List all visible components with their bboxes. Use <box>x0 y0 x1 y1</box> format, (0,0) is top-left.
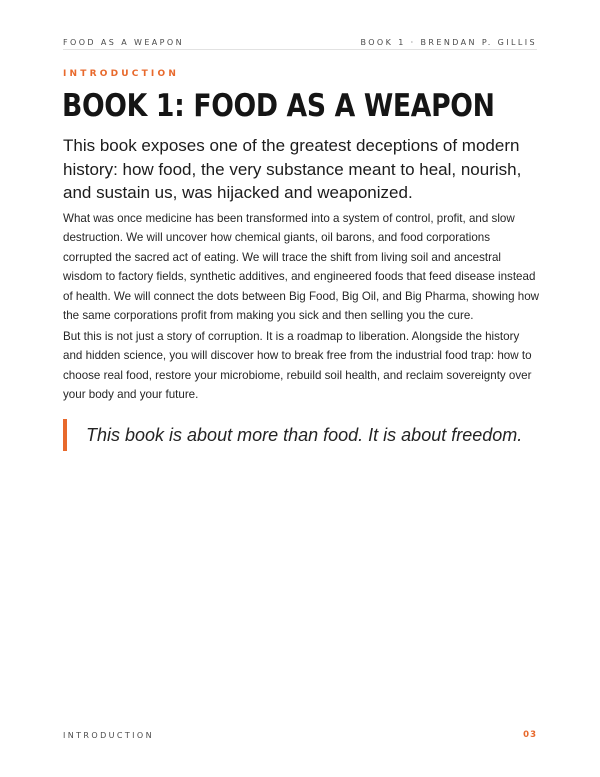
body-paragraph-1: What was once medicine has been transformed into a system of control, profit, and slow destruction. We will uncover how chemical giants, oil barons, and food corporations corrupted the sacred act of eating. We will trace the shift from living soil and ancestral wisdom to factory fields, synthetic additives, and engineered foods that feed disease instead of health. We will connect the dots between Big Food, Big Oil, and Big Pharma, showing how the same corporations profit from making you sick and then selling you the cure. <box>63 212 540 323</box>
page-number: 03 <box>523 730 537 740</box>
pull-quote <box>63 419 541 451</box>
page-title: BOOK 1: FOOD AS A WEAPON <box>62 88 495 124</box>
body-paragraph-2: But this is not just a story of corruption. It is a roadmap to liberation. Alongside the history and hidden science, you will discover how to break free from the industrial food trap: how to choose real food, restore your microbiome, rebuild soil health, and reclaim sovereignty over your body and your future. <box>63 330 532 402</box>
section-label: INTRODUCTION <box>63 69 180 79</box>
running-header <box>63 36 537 48</box>
running-header-book-title: FOOD AS A WEAPON <box>63 37 184 47</box>
page-footer <box>63 729 537 741</box>
header-divider <box>63 49 537 50</box>
running-header-author: BOOK 1 · BRENDAN P. GILLIS <box>360 37 537 47</box>
footer-section-label: INTRODUCTION <box>63 730 155 740</box>
lead-paragraph: This book exposes one of the greatest deceptions of modern history: how food, the very substance meant to heal, nourish, and sustain us, was hijacked and weaponized. <box>63 136 522 202</box>
pull-quote-text: This book is about more than food. It is about freedom. <box>86 424 523 445</box>
